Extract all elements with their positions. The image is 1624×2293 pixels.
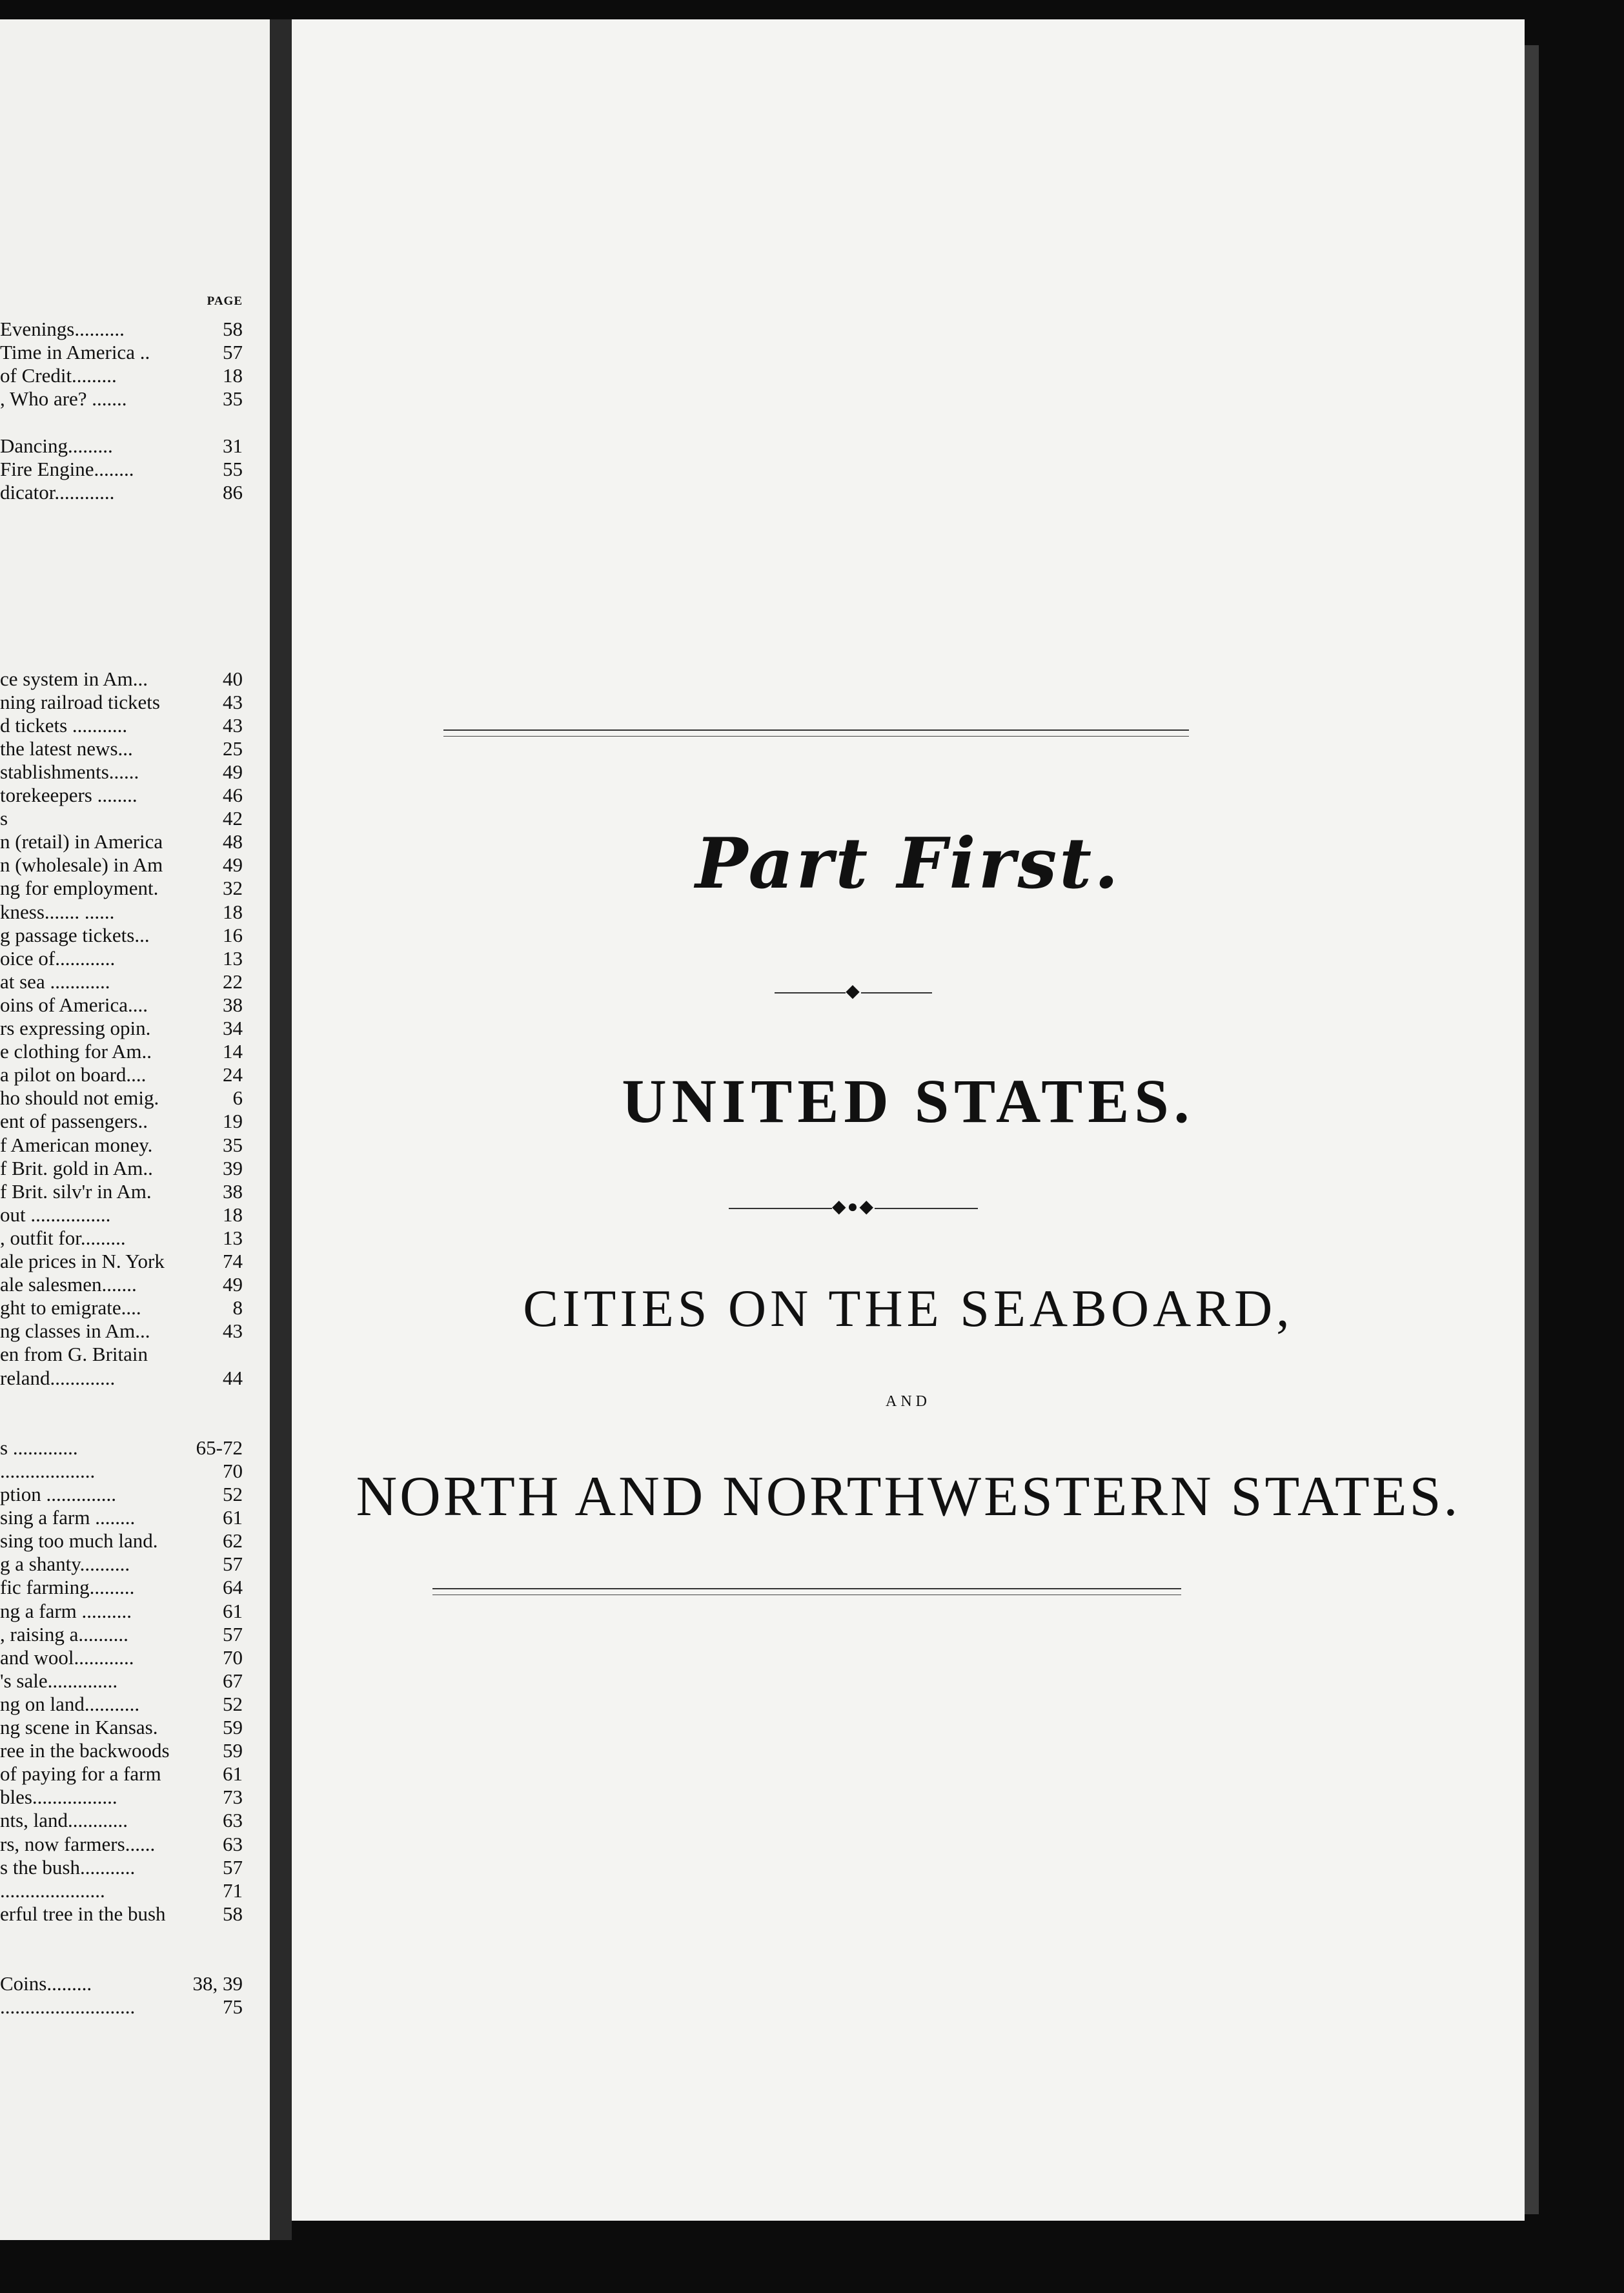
index-entry-text: Coins.........: [0, 1972, 92, 1995]
states-title: NORTH AND NORTHWESTERN STATES.: [356, 1465, 1461, 1528]
index-entry-page: 63: [223, 1809, 243, 1831]
index-entry: [0, 668, 243, 691]
index-entry: [0, 1460, 243, 1483]
index-entry-page: 48: [223, 830, 243, 853]
index-entry-text: .....................: [0, 1879, 105, 1902]
index-entry-page: 49: [223, 1273, 243, 1296]
index-entry-text: rs expressing opin.: [0, 1017, 151, 1039]
index-entry-page: 49: [223, 853, 243, 876]
and-word: AND: [886, 1393, 931, 1410]
index-entry-text: f Brit. silv'r in Am.: [0, 1180, 152, 1203]
index-entry-page: 22: [223, 970, 243, 993]
index-entry-text: ning railroad tickets: [0, 691, 160, 713]
index-entry-text: , Who are? .......: [0, 387, 127, 410]
left-index-page: [0, 19, 270, 2240]
index-entry: [0, 458, 243, 481]
index-entry-text: ho should not emig.: [0, 1086, 159, 1109]
index-entry-page: 86: [223, 481, 243, 504]
index-entry-page: 73: [223, 1786, 243, 1808]
index-entry-page: 43: [223, 714, 243, 737]
index-entry-text: Dancing.........: [0, 434, 113, 457]
index-entry-text: the latest news...: [0, 737, 133, 760]
index-entry-page: 63: [223, 1833, 243, 1855]
index-entry: [0, 597, 243, 620]
index-entry-text: of paying for a farm: [0, 1762, 161, 1785]
index-entry-text: 's sale..............: [0, 1669, 118, 1692]
index-entry-text: d tickets ...........: [0, 714, 128, 737]
index-entry-text: a pilot on board....: [0, 1063, 147, 1086]
index-entry-page: 32: [223, 877, 243, 899]
index-entry: [0, 1762, 243, 1786]
index-entry-page: 18: [223, 364, 243, 387]
index-entry: [0, 1949, 243, 1972]
index-entry: [0, 1926, 243, 1949]
top-double-rule: [443, 729, 1189, 731]
index-entry: [0, 1110, 243, 1133]
index-entry-text: ...........................: [0, 1995, 136, 2018]
index-entry: [0, 481, 243, 504]
index-entry: [0, 1879, 243, 1902]
index-entry-text: rs, now farmers......: [0, 1833, 156, 1855]
index-entry-text: ng a farm ..........: [0, 1600, 132, 1622]
index-entry-page: 67: [223, 1669, 243, 1692]
index-entry: [0, 1902, 243, 1926]
index-entry-page: 40: [223, 668, 243, 690]
index-entry-text: ption ..............: [0, 1483, 116, 1505]
index-entry: [0, 1739, 243, 1762]
title-page: [292, 19, 1525, 2221]
index-entry: [0, 1646, 243, 1669]
index-entry: [0, 924, 243, 947]
index-entry: [0, 784, 243, 807]
index-entry-page: 38: [223, 1180, 243, 1203]
index-entry-text: stablishments......: [0, 760, 139, 783]
index-entry-page: 52: [223, 1483, 243, 1505]
index-entry-page: 65-72: [196, 1436, 243, 1459]
index-entry-text: f Brit. gold in Am..: [0, 1157, 153, 1179]
index-entry-text: sing a farm ........: [0, 1506, 136, 1529]
index-entry: [0, 994, 243, 1017]
index-entry-page: 52: [223, 1693, 243, 1715]
index-entry-page: 39: [223, 1157, 243, 1179]
index-entry: [0, 1809, 243, 1832]
index-entry: [0, 1833, 243, 1856]
index-entry-page: 57: [223, 1623, 243, 1646]
index-entry-page: 18: [223, 901, 243, 923]
index-entry-text: ale prices in N. York: [0, 1250, 165, 1272]
index-entry-page: 49: [223, 760, 243, 783]
index-entry: [0, 877, 243, 900]
index-entry: [0, 1553, 243, 1576]
index-entry: [0, 1203, 243, 1227]
index-entry-text: s the bush...........: [0, 1856, 136, 1879]
bottom-double-rule: [432, 1588, 1181, 1589]
index-entry-page: 64: [223, 1576, 243, 1598]
index-entry-text: oins of America....: [0, 994, 148, 1016]
index-entry-page: 46: [223, 784, 243, 806]
index-entry-page: 57: [223, 1856, 243, 1879]
index-entry-page: 61: [223, 1600, 243, 1622]
index-entry-text: ght to emigrate....: [0, 1296, 141, 1319]
index-entry: [0, 901, 243, 924]
index-entry-text: en from G. Britain: [0, 1343, 148, 1365]
index-entry-text: n (wholesale) in Am: [0, 853, 163, 876]
index-entry-page: 24: [223, 1063, 243, 1086]
index-entry-page: 43: [223, 1320, 243, 1342]
index-entry: [0, 1367, 243, 1390]
index-entry: [0, 1017, 243, 1040]
index-entry: [0, 1669, 243, 1693]
index-entry-page: 70: [223, 1646, 243, 1669]
index-entry-page: 42: [223, 807, 243, 830]
index-entry: [0, 1273, 243, 1296]
index-entry: [0, 364, 243, 387]
index-entry-text: bles.................: [0, 1786, 117, 1808]
index-entry: [0, 1786, 243, 1809]
index-entry: [0, 830, 243, 853]
index-entry-text: erful tree in the bush: [0, 1902, 166, 1925]
index-entry-page: 44: [223, 1367, 243, 1389]
index-entry: [0, 1180, 243, 1203]
index-entry: [0, 1040, 243, 1063]
index-entry: [0, 760, 243, 784]
index-entry: [0, 1576, 243, 1599]
index-entry-text: oice of............: [0, 947, 116, 970]
index-entry-page: 13: [223, 1227, 243, 1249]
index-entry-page: 74: [223, 1250, 243, 1272]
index-entry: [0, 1436, 243, 1460]
index-entry-page: 34: [223, 1017, 243, 1039]
index-entry: [0, 807, 243, 830]
index-entry: [0, 387, 243, 411]
index-entry: [0, 1134, 243, 1157]
index-entry-text: g a shanty..........: [0, 1553, 130, 1575]
index-entry-page: 19: [223, 1110, 243, 1132]
index-entry-page: 62: [223, 1529, 243, 1552]
index-entry-page: 25: [223, 737, 243, 760]
index-entry-page: 58: [223, 318, 243, 340]
index-entry: [0, 1972, 243, 1995]
index-entry: [0, 970, 243, 994]
index-entry-text: ng scene in Kansas.: [0, 1716, 158, 1738]
cities-title: CITIES ON THE SEABOARD,: [523, 1279, 1294, 1338]
index-entry-text: of Credit.........: [0, 364, 117, 387]
index-entry-page: 61: [223, 1506, 243, 1529]
scroll-ornament: ◆●◆: [705, 1196, 1002, 1218]
index-entry-page: 16: [223, 924, 243, 946]
index-entry: [0, 1506, 243, 1529]
index-entry-page: 57: [223, 1553, 243, 1575]
index-entry-text: torekeepers ........: [0, 784, 137, 806]
index-entry-text: nts, land............: [0, 1809, 128, 1831]
index-entry: [0, 1623, 243, 1646]
index-entry: [0, 411, 243, 434]
index-entry: [0, 644, 243, 667]
index-entry: [0, 714, 243, 737]
index-entry-page: 59: [223, 1716, 243, 1738]
index-entry-text: n (retail) in America: [0, 830, 163, 853]
index-entry: [0, 620, 243, 644]
index-entry: [0, 1157, 243, 1180]
index-entry-page: 75: [223, 1995, 243, 2018]
index-entry: [0, 853, 243, 877]
index-entry-text: ree in the backwoods: [0, 1739, 170, 1762]
index-entry-page: 38: [223, 994, 243, 1016]
index-entry-text: sing too much land.: [0, 1529, 158, 1552]
index-entry-text: ...................: [0, 1460, 96, 1482]
index-entry-page: 13: [223, 947, 243, 970]
index-entry-text: out ................: [0, 1203, 111, 1226]
index-entry: [0, 1320, 243, 1343]
index-entry: [0, 1693, 243, 1716]
index-entry-text: s: [0, 807, 8, 830]
book-gutter: [270, 19, 292, 2240]
index-entry-text: ale salesmen.......: [0, 1273, 137, 1296]
index-entry: [0, 691, 243, 714]
index-entry-text: ent of passengers..: [0, 1110, 148, 1132]
index-entry-text: Time in America ..: [0, 341, 150, 363]
index-entry-page: 71: [223, 1879, 243, 1902]
index-entry-text: s .............: [0, 1436, 78, 1459]
index-entry: [0, 1600, 243, 1623]
index-entry-text: Fire Engine........: [0, 458, 134, 480]
index-entry-page: 14: [223, 1040, 243, 1063]
index-entry-page: 61: [223, 1762, 243, 1785]
index-entry: [0, 1390, 243, 1413]
index-entry: [0, 737, 243, 760]
index-entry-page: 31: [223, 434, 243, 457]
index-entry-page: 59: [223, 1739, 243, 1762]
index-entry-text: , raising a..........: [0, 1623, 128, 1646]
index-entry: [0, 574, 243, 597]
index-entry-page: 58: [223, 1902, 243, 1925]
index-entry: [0, 1483, 243, 1506]
index-entry-page: 18: [223, 1203, 243, 1226]
index-entry-text: fic farming.........: [0, 1576, 135, 1598]
index-entry-text: , outfit for.........: [0, 1227, 126, 1249]
page-edge: [1525, 45, 1539, 2214]
index-entry-text: e clothing for Am..: [0, 1040, 152, 1063]
index-entry: [0, 1856, 243, 1879]
index-entry-page: 35: [223, 1134, 243, 1156]
index-page-header: PAGE: [207, 294, 243, 308]
index-entry: [0, 1250, 243, 1273]
index-entry: [0, 318, 243, 341]
index-entry-page: 38, 39: [192, 1972, 243, 1995]
index-entry: [0, 1086, 243, 1110]
index-entry-text: at sea ............: [0, 970, 110, 993]
index-entry: [0, 947, 243, 970]
index-entry: [0, 1995, 243, 2019]
index-entry-text: Evenings..........: [0, 318, 125, 340]
index-entry: [0, 1063, 243, 1086]
index-entry-page: 35: [223, 387, 243, 410]
index-entry-text: kness....... ......: [0, 901, 115, 923]
index-entry-page: 8: [232, 1296, 243, 1319]
index-entry: [0, 551, 243, 574]
index-entry-text: ce system in Am...: [0, 668, 148, 690]
index-entry-text: g passage tickets...: [0, 924, 150, 946]
index-entry-text: ng on land...........: [0, 1693, 140, 1715]
index-entry-page: 57: [223, 341, 243, 363]
index-entry: [0, 1413, 243, 1436]
index-entry: [0, 527, 243, 551]
index-entry: [0, 1343, 243, 1366]
index-entry-page: 43: [223, 691, 243, 713]
index-entry-text: f American money.: [0, 1134, 153, 1156]
part-title: Part First.: [695, 823, 1121, 904]
country-title: UNITED STATES.: [622, 1066, 1195, 1136]
index-entry: [0, 1296, 243, 1320]
index-entry: [0, 504, 243, 527]
index-entry: [0, 1716, 243, 1739]
index-entry: [0, 434, 243, 458]
small-dash-ornament: ◆: [756, 980, 950, 1002]
index-entry: [0, 1227, 243, 1250]
index-entry-text: ng for employment.: [0, 877, 159, 899]
index-entry-text: reland.............: [0, 1367, 116, 1389]
index-entry: [0, 341, 243, 364]
index-entry-page: 70: [223, 1460, 243, 1482]
index-entry-text: ng classes in Am...: [0, 1320, 150, 1342]
index-entry-text: and wool............: [0, 1646, 134, 1669]
index-entry-text: dicator............: [0, 481, 115, 504]
index-entry: [0, 1529, 243, 1553]
index-entry-page: 55: [223, 458, 243, 480]
index-entry-page: 6: [232, 1086, 243, 1109]
